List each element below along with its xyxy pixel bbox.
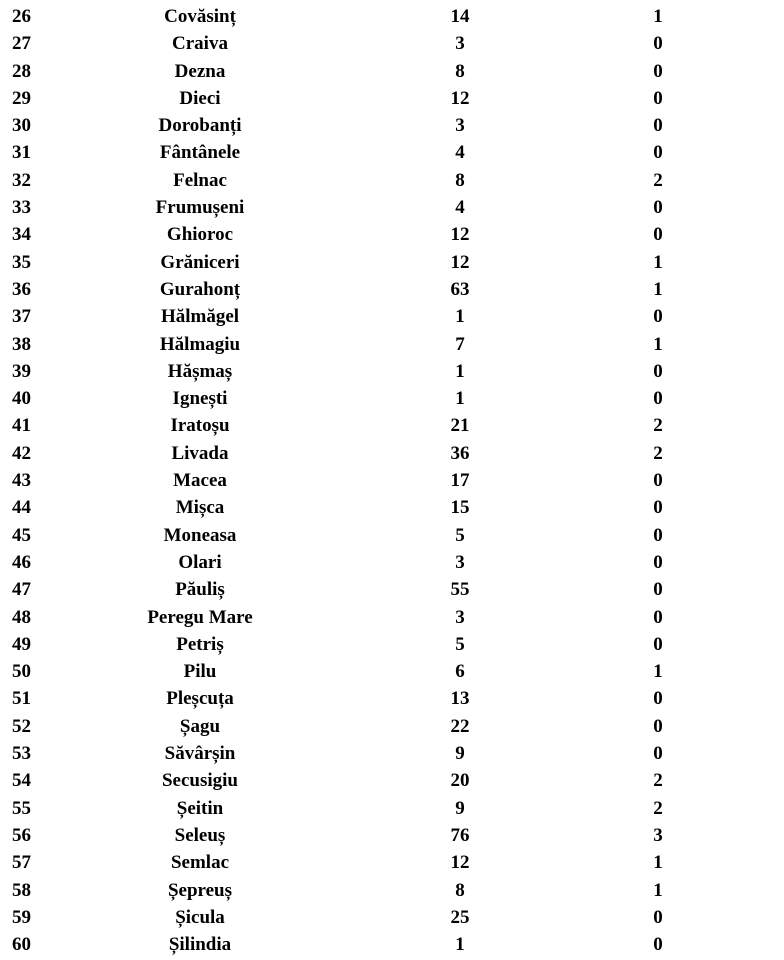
locality-name-text: Peregu Mare: [147, 606, 253, 628]
locality-name-text: Grăniceri: [160, 251, 240, 273]
value-b-text: 1: [653, 251, 663, 273]
value-a-text: 55: [450, 579, 470, 601]
locality-name-text: Șeitin: [176, 797, 224, 819]
value-b-text: 0: [653, 497, 663, 519]
value-a-text: 17: [450, 470, 470, 492]
value-b-text: 0: [653, 60, 663, 82]
row-number: 31: [12, 142, 31, 164]
table-row: [0, 385, 784, 412]
value-b-text: 0: [653, 743, 663, 765]
row-number: 38: [12, 333, 31, 355]
locality-name-text: Semlac: [170, 852, 230, 874]
row-number: 39: [12, 360, 31, 382]
locality-name-text: Hășmaș: [167, 360, 233, 382]
row-number: 50: [12, 661, 31, 683]
value-a-text: 6: [455, 661, 465, 683]
value-a-text: 1: [455, 934, 465, 956]
table-row: [0, 877, 784, 904]
locality-name-text: Craiva: [172, 33, 228, 55]
table-row: [0, 467, 784, 494]
value-a-text: 14: [450, 6, 470, 27]
locality-name-text: Șicula: [175, 906, 225, 928]
table-row: [0, 931, 784, 958]
row-number: 52: [12, 715, 31, 737]
value-b-text: 1: [653, 333, 663, 355]
value-a-text: 76: [450, 824, 470, 846]
locality-name-text: Frumușeni: [155, 197, 245, 219]
value-a-text: 3: [455, 115, 465, 137]
table-row: [0, 167, 784, 194]
value-b-text: 0: [653, 360, 663, 382]
row-number: 45: [12, 524, 31, 546]
table-row: [0, 576, 784, 603]
value-b-text: 0: [653, 224, 663, 246]
value-a-text: 9: [455, 797, 465, 819]
value-b-text: 1: [653, 6, 663, 27]
locality-name-text: Covăsinț: [164, 6, 236, 27]
table-row: [0, 412, 784, 439]
value-a-text: 1: [455, 360, 465, 382]
value-a-text: 63: [450, 278, 470, 300]
row-number: 46: [12, 551, 31, 573]
value-b-text: 2: [653, 770, 663, 792]
row-number: 49: [12, 633, 31, 655]
table-row: [0, 658, 784, 685]
table-row: [0, 358, 784, 385]
row-number: 54: [12, 770, 31, 792]
table-row: [0, 58, 784, 85]
table-row: [0, 440, 784, 467]
value-b-text: 0: [653, 524, 663, 546]
value-b-text: 0: [653, 87, 663, 109]
value-b-text: 2: [653, 415, 663, 437]
value-b-text: 2: [653, 442, 663, 464]
row-number: 57: [12, 852, 31, 874]
locality-name-text: Șilindia: [168, 934, 232, 956]
localities-table: [0, 3, 784, 958]
table-row: [0, 685, 784, 712]
table-row: [0, 194, 784, 221]
value-b-text: 1: [653, 661, 663, 683]
locality-name-text: Iratoșu: [170, 415, 230, 437]
value-a-text: 9: [455, 743, 465, 765]
row-number: 51: [12, 688, 31, 710]
row-number: 42: [12, 442, 31, 464]
value-a-text: 1: [455, 306, 465, 328]
locality-name-text: Fântânele: [159, 142, 241, 164]
value-b-text: 0: [653, 33, 663, 55]
locality-name-text: Macea: [173, 470, 227, 492]
row-number: 43: [12, 470, 31, 492]
table-row: [0, 221, 784, 248]
locality-name-text: Hălmagiu: [159, 333, 241, 355]
table-row: [0, 494, 784, 521]
locality-name-text: Hălmăgel: [160, 306, 240, 328]
row-number: 34: [12, 224, 31, 246]
table-row: [0, 112, 784, 139]
row-number: 58: [12, 879, 31, 901]
value-a-text: 25: [450, 906, 470, 928]
locality-name-text: Dieci: [179, 87, 221, 109]
value-a-text: 21: [450, 415, 470, 437]
row-number: 47: [12, 579, 31, 601]
table-row: [0, 30, 784, 57]
row-number: 55: [12, 797, 31, 819]
row-number: 35: [12, 251, 31, 273]
value-a-text: 3: [455, 551, 465, 573]
value-a-text: 12: [450, 852, 470, 874]
value-b-text: 1: [653, 879, 663, 901]
value-b-text: 0: [653, 551, 663, 573]
row-number: 56: [12, 824, 31, 846]
locality-name-text: Păuliș: [175, 579, 225, 601]
value-b-text: 0: [653, 906, 663, 928]
locality-name-text: Olari: [178, 551, 222, 573]
table-row: [0, 713, 784, 740]
value-a-text: 5: [455, 633, 465, 655]
locality-name-text: Șagu: [179, 715, 221, 737]
value-a-text: 36: [450, 442, 470, 464]
value-a-text: 4: [455, 142, 465, 164]
value-b-text: 0: [653, 306, 663, 328]
value-a-text: 15: [450, 497, 470, 519]
value-a-text: 3: [455, 33, 465, 55]
table-row: [0, 276, 784, 303]
table-row: [0, 604, 784, 631]
table-row: [0, 522, 784, 549]
table-row: [0, 767, 784, 794]
value-b-text: 0: [653, 197, 663, 219]
row-number: 33: [12, 197, 31, 219]
locality-name-text: Secusigiu: [161, 770, 239, 792]
value-b-text: 0: [653, 470, 663, 492]
value-b-text: 0: [653, 115, 663, 137]
table-row: [0, 303, 784, 330]
value-a-text: 4: [455, 197, 465, 219]
value-a-text: 13: [450, 688, 470, 710]
locality-name-text: Dezna: [174, 60, 226, 82]
table-row: [0, 904, 784, 931]
value-b-text: 1: [653, 278, 663, 300]
value-a-text: 3: [455, 606, 465, 628]
value-b-text: 0: [653, 579, 663, 601]
row-number: 60: [12, 934, 31, 956]
table-row: [0, 139, 784, 166]
locality-name-text: Pilu: [183, 661, 217, 683]
row-number: 36: [12, 278, 31, 300]
row-number: 27: [12, 33, 31, 55]
row-number: 30: [12, 115, 31, 137]
row-number: 37: [12, 306, 31, 328]
row-number: 48: [12, 606, 31, 628]
value-a-text: 8: [455, 879, 465, 901]
locality-name-text: Felnac: [173, 169, 227, 191]
locality-name-text: Livada: [171, 442, 229, 464]
row-number: 28: [12, 60, 31, 82]
table-row: [0, 740, 784, 767]
row-number: 41: [12, 415, 31, 437]
value-a-text: 1: [455, 388, 465, 410]
locality-name-text: Moneasa: [163, 524, 237, 546]
value-a-text: 12: [450, 87, 470, 109]
locality-name-text: Șepreuș: [167, 879, 233, 901]
value-b-text: 2: [653, 797, 663, 819]
value-a-text: 8: [455, 60, 465, 82]
value-b-text: 3: [653, 824, 663, 846]
locality-name-text: Săvârșin: [164, 743, 236, 765]
locality-name-text: Pleșcuța: [166, 688, 234, 710]
table-row: [0, 822, 784, 849]
value-a-text: 5: [455, 524, 465, 546]
table-row: [0, 331, 784, 358]
row-number: 32: [12, 169, 31, 191]
value-b-text: 0: [653, 688, 663, 710]
locality-name-text: Mișca: [175, 497, 225, 519]
row-number: 53: [12, 743, 31, 765]
table-row: [0, 85, 784, 112]
value-a-text: 12: [450, 251, 470, 273]
locality-name-text: Dorobanți: [158, 115, 242, 137]
table-row: [0, 849, 784, 876]
value-b-text: 0: [653, 934, 663, 956]
value-a-text: 22: [450, 715, 470, 737]
value-b-text: 0: [653, 715, 663, 737]
value-b-text: 2: [653, 169, 663, 191]
value-b-text: 0: [653, 388, 663, 410]
value-b-text: 0: [653, 606, 663, 628]
table-row: [0, 3, 784, 30]
table-row: [0, 249, 784, 276]
value-a-text: 12: [450, 224, 470, 246]
row-number: 40: [12, 388, 31, 410]
locality-name-text: Gurahonț: [159, 278, 241, 300]
value-b-text: 1: [653, 852, 663, 874]
locality-name-text: Ignești: [172, 388, 228, 410]
locality-name-text: Petriș: [176, 633, 224, 655]
value-a-text: 8: [455, 169, 465, 191]
row-number: 44: [12, 497, 31, 519]
locality-name-text: Ghioroc: [166, 224, 234, 246]
value-b-text: 0: [653, 142, 663, 164]
value-a-text: 7: [455, 333, 465, 355]
table-row: [0, 795, 784, 822]
row-number: 29: [12, 87, 31, 109]
row-number: 26: [12, 6, 31, 27]
row-number: 59: [12, 906, 31, 928]
value-a-text: 20: [450, 770, 470, 792]
locality-name-text: Seleuș: [174, 824, 226, 846]
table-row: [0, 549, 784, 576]
value-b-text: 0: [653, 633, 663, 655]
table-row: [0, 631, 784, 658]
